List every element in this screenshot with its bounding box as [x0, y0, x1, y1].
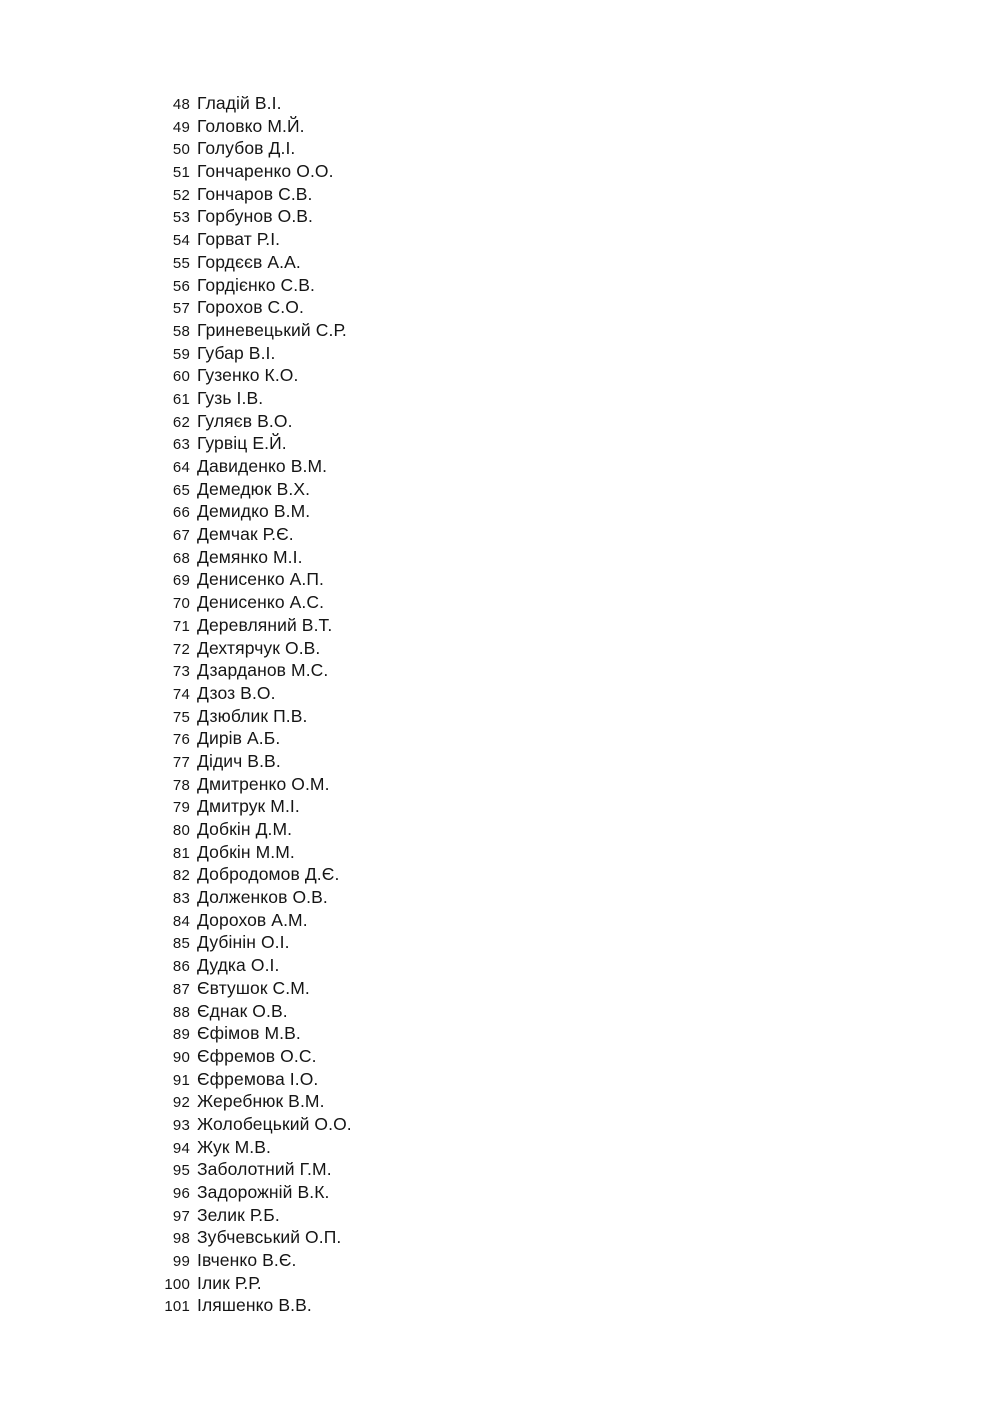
person-name: Гузенко К.О. — [197, 365, 299, 386]
item-number: 56 — [172, 277, 190, 295]
item-number: 66 — [172, 504, 190, 522]
person-name: Дмитренко О.М. — [197, 773, 330, 794]
item-number: 98 — [172, 1230, 190, 1248]
list-item — [150, 455, 570, 478]
item-number: 92 — [172, 1094, 190, 1112]
item-number: 61 — [172, 390, 190, 408]
item-number: 99 — [172, 1253, 190, 1271]
item-number: 80 — [172, 822, 190, 839]
person-name: Дідич В.В. — [197, 750, 281, 771]
person-name: Єфімов М.В. — [197, 1023, 301, 1044]
person-name: Дмитрук М.І. — [197, 796, 300, 817]
person-name: Дирів А.Б. — [197, 728, 281, 749]
item-number: 96 — [172, 1185, 190, 1202]
item-number: 73 — [172, 663, 190, 681]
item-number: 63 — [172, 436, 190, 454]
person-name: Гладій В.І. — [197, 93, 282, 113]
person-name: Горват Р.І. — [197, 229, 281, 250]
item-number: 88 — [172, 1003, 190, 1021]
person-name: Добкін М.М. — [197, 841, 295, 862]
person-name: Демянко М.І. — [197, 546, 303, 567]
item-number: 48 — [172, 96, 190, 113]
list-item — [150, 500, 570, 523]
list-item — [150, 205, 570, 228]
item-number: 68 — [172, 549, 190, 567]
list-item — [150, 160, 570, 183]
person-name: Дудка О.І. — [197, 955, 280, 976]
list-item — [150, 863, 570, 886]
item-number: 53 — [172, 209, 190, 227]
person-name: Дехтярчук О.В. — [197, 637, 321, 658]
list-item — [150, 931, 570, 954]
list-item — [150, 591, 570, 614]
person-name: Гончаров С.В. — [197, 183, 313, 204]
item-number: 83 — [172, 890, 190, 908]
list-item — [150, 1113, 570, 1136]
item-number: 69 — [172, 572, 190, 590]
item-number: 100 — [164, 1275, 190, 1293]
list-item — [150, 115, 570, 138]
person-name: Долженков О.В. — [197, 887, 328, 908]
person-name: Демедюк В.Х. — [197, 478, 311, 499]
item-number: 79 — [172, 799, 190, 817]
item-number: 90 — [172, 1048, 190, 1066]
person-name: Дзюблик П.В. — [197, 705, 308, 726]
person-name: Дубінін О.І. — [197, 932, 290, 953]
person-name: Гордєєв А.А. — [197, 251, 301, 272]
item-number: 89 — [172, 1026, 190, 1044]
list-item — [150, 523, 570, 546]
list-item — [150, 818, 570, 841]
person-name: Гузь І.В. — [197, 387, 264, 408]
person-name: Голубов Д.І. — [197, 138, 296, 159]
item-number: 71 — [172, 617, 190, 635]
item-number: 50 — [172, 141, 190, 159]
person-name: Єднак О.В. — [197, 1000, 288, 1021]
list-item — [150, 682, 570, 705]
list-item — [150, 1090, 570, 1113]
list-item — [150, 342, 570, 365]
list-item — [150, 410, 570, 433]
person-name: Жук М.В. — [197, 1136, 272, 1157]
list-item — [150, 183, 570, 206]
item-number: 51 — [172, 164, 190, 182]
item-number: 54 — [172, 232, 190, 250]
item-number: 75 — [172, 708, 190, 726]
list-item — [150, 1136, 570, 1159]
person-name: Головко М.Й. — [197, 115, 305, 136]
list-item — [150, 228, 570, 251]
list-item — [150, 637, 570, 660]
person-name: Жеребнюк В.М. — [197, 1091, 325, 1112]
person-name: Дзоз В.О. — [197, 682, 276, 703]
list-item — [150, 909, 570, 932]
list-item — [150, 1068, 570, 1091]
item-number: 58 — [172, 322, 190, 340]
person-name: Івченко В.Є. — [197, 1250, 297, 1271]
person-name: Демидко В.М. — [197, 501, 311, 522]
item-number: 93 — [172, 1116, 190, 1134]
item-number: 57 — [172, 300, 190, 318]
list-item — [150, 364, 570, 387]
list-item — [150, 705, 570, 728]
item-number: 77 — [172, 753, 190, 771]
person-name: Гончаренко О.О. — [197, 161, 334, 182]
item-number: 52 — [172, 186, 190, 204]
item-number: 55 — [172, 254, 190, 272]
names-list — [150, 92, 570, 1317]
list-item — [150, 319, 570, 342]
list-item — [150, 1204, 570, 1227]
item-number: 86 — [172, 958, 190, 976]
person-name: Горохов С.О. — [197, 297, 304, 318]
list-item — [150, 1226, 570, 1249]
list-item — [150, 546, 570, 569]
person-name: Денисенко А.С. — [197, 592, 325, 613]
list-item — [150, 387, 570, 410]
item-number: 49 — [172, 118, 190, 136]
item-number: 67 — [172, 527, 190, 545]
list-item — [150, 1181, 570, 1204]
list-item — [150, 795, 570, 818]
item-number: 60 — [172, 368, 190, 386]
list-item — [150, 614, 570, 637]
person-name: Дорохов А.М. — [197, 909, 308, 930]
person-name: Давиденко В.М. — [197, 456, 328, 476]
person-name: Горбунов О.В. — [197, 206, 314, 227]
person-name: Жолобецький О.О. — [197, 1113, 352, 1134]
person-name: Гриневецький С.Р. — [197, 319, 347, 340]
list-item — [150, 296, 570, 319]
list-item — [150, 137, 570, 160]
item-number: 59 — [172, 345, 190, 363]
person-name: Зелик Р.Б. — [197, 1204, 280, 1225]
list-item — [150, 274, 570, 297]
list-item — [150, 478, 570, 501]
list-item — [150, 977, 570, 1000]
item-number: 94 — [172, 1139, 190, 1157]
item-number: 74 — [172, 685, 190, 703]
person-name: Єфремов О.С. — [197, 1045, 317, 1066]
item-number: 76 — [172, 731, 190, 749]
list-item — [150, 727, 570, 750]
item-number: 91 — [172, 1071, 190, 1089]
list-item — [150, 92, 570, 115]
list-item — [150, 954, 570, 977]
list-item — [150, 1294, 570, 1317]
list-item — [150, 886, 570, 909]
person-name: Деревляний В.Т. — [197, 614, 333, 635]
person-name: Іляшенко В.В. — [197, 1295, 312, 1316]
list-item — [150, 1000, 570, 1023]
list-item — [150, 1022, 570, 1045]
list-item — [150, 1272, 570, 1295]
person-name: Заболотний Г.М. — [197, 1159, 332, 1180]
item-number: 85 — [172, 935, 190, 953]
item-number: 97 — [172, 1207, 190, 1225]
item-number: 87 — [172, 980, 190, 998]
person-name: Добродомов Д.Є. — [197, 864, 340, 885]
person-name: Демчак Р.Є. — [197, 524, 294, 545]
list-item — [150, 1158, 570, 1181]
item-number: 65 — [172, 481, 190, 499]
list-item — [150, 659, 570, 682]
item-number: 72 — [172, 640, 190, 658]
item-number: 62 — [172, 413, 190, 431]
person-name: Євтушок С.М. — [197, 977, 310, 998]
list-item — [150, 568, 570, 591]
person-name: Дзарданов М.С. — [197, 660, 329, 681]
list-item — [150, 251, 570, 274]
list-item — [150, 1045, 570, 1068]
person-name: Губар В.І. — [197, 342, 276, 363]
person-name: Денисенко А.П. — [197, 569, 324, 590]
list-item — [150, 432, 570, 455]
item-number: 81 — [172, 844, 190, 862]
person-name: Добкін Д.М. — [197, 819, 293, 839]
person-name: Єфремова І.О. — [197, 1068, 319, 1089]
person-name: Гурвіц Е.Й. — [197, 433, 287, 454]
list-item — [150, 773, 570, 796]
item-number: 64 — [172, 459, 190, 476]
list-item — [150, 1249, 570, 1272]
item-number: 84 — [172, 912, 190, 930]
item-number: 70 — [172, 595, 190, 613]
item-number: 82 — [172, 867, 190, 885]
person-name: Задорожній В.К. — [197, 1182, 330, 1202]
item-number: 95 — [172, 1162, 190, 1180]
list-item — [150, 750, 570, 773]
person-name: Ілик Р.Р. — [197, 1272, 262, 1293]
item-number: 78 — [172, 776, 190, 794]
person-name: Гордієнко С.В. — [197, 274, 315, 295]
list-item — [150, 841, 570, 864]
item-number: 101 — [164, 1298, 190, 1316]
person-name: Зубчевський О.П. — [197, 1227, 342, 1248]
person-name: Гуляєв В.О. — [197, 410, 293, 431]
